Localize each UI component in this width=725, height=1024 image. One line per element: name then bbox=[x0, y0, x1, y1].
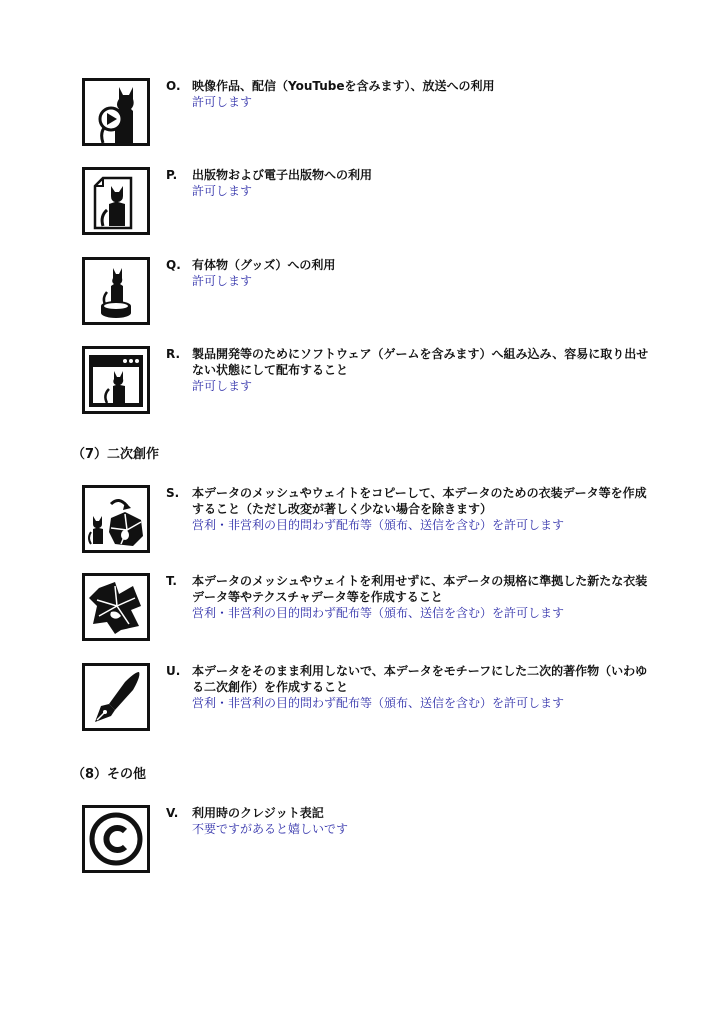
item-permission: 不要ですがあると嬉しいです bbox=[192, 822, 349, 836]
item-title: 本データのメッシュやウェイトを利用せずに、本データの規格に準拠した新たな衣装データ等やテクスチャデータ等を作成すること bbox=[192, 574, 648, 604]
cat-video-play-icon bbox=[82, 78, 150, 146]
section-heading-derivative-works: （7）二次創作 bbox=[72, 447, 160, 462]
item-permission: 許可します bbox=[192, 184, 253, 198]
item-permission: 許可します bbox=[192, 379, 253, 393]
item-letter: O. bbox=[166, 79, 181, 93]
cat-software-window-icon bbox=[82, 346, 150, 414]
item-permission: 営利・非営利の目的問わず配布等（頒布、送信を含む）を許可します bbox=[192, 518, 565, 532]
item-title: 製品開発等のためにソフトウェア（ゲームを含みます）へ組み込み、容易に取り出せない状態にして配布すること bbox=[192, 347, 649, 377]
item-letter: R. bbox=[166, 347, 181, 361]
pen-nib-icon bbox=[82, 663, 150, 731]
item-letter: P. bbox=[166, 168, 178, 182]
item-permission: 営利・非営利の目的問わず配布等（頒布、送信を含む）を許可します bbox=[192, 606, 565, 620]
item-letter: S. bbox=[166, 486, 180, 500]
cat-figure-stand-icon bbox=[82, 257, 150, 325]
item-permission: 許可します bbox=[192, 95, 253, 109]
item-letter: V. bbox=[166, 806, 179, 820]
costume-icon bbox=[82, 573, 150, 641]
cat-to-costume-icon bbox=[82, 485, 150, 553]
item-letter: U. bbox=[166, 664, 181, 678]
item-letter: Q. bbox=[166, 258, 181, 272]
item-permission: 営利・非営利の目的問わず配布等（頒布、送信を含む）を許可します bbox=[192, 696, 565, 710]
item-title: 有体物（グッズ）への利用 bbox=[192, 258, 336, 272]
copyright-icon bbox=[82, 805, 150, 873]
item-letter: T. bbox=[166, 574, 177, 588]
item-title: 本データをそのまま利用しないで、本データをモチーフにした二次的著作物（いわゆる二次創作）を作成すること bbox=[192, 664, 648, 694]
item-title: 本データのメッシュやウェイトをコピーして、本データのための衣装データ等を作成すること（ただし改変が著しく少ない場合を除きます） bbox=[192, 486, 647, 516]
section-heading-other: （8）その他 bbox=[72, 767, 147, 782]
item-permission: 許可します bbox=[192, 274, 253, 288]
item-title: 映像作品、配信（YouTubeを含みます）、放送への利用 bbox=[192, 79, 495, 93]
cat-document-icon bbox=[82, 167, 150, 235]
item-title: 出版物および電子出版物への利用 bbox=[192, 168, 373, 182]
item-title: 利用時のクレジット表記 bbox=[192, 806, 324, 820]
